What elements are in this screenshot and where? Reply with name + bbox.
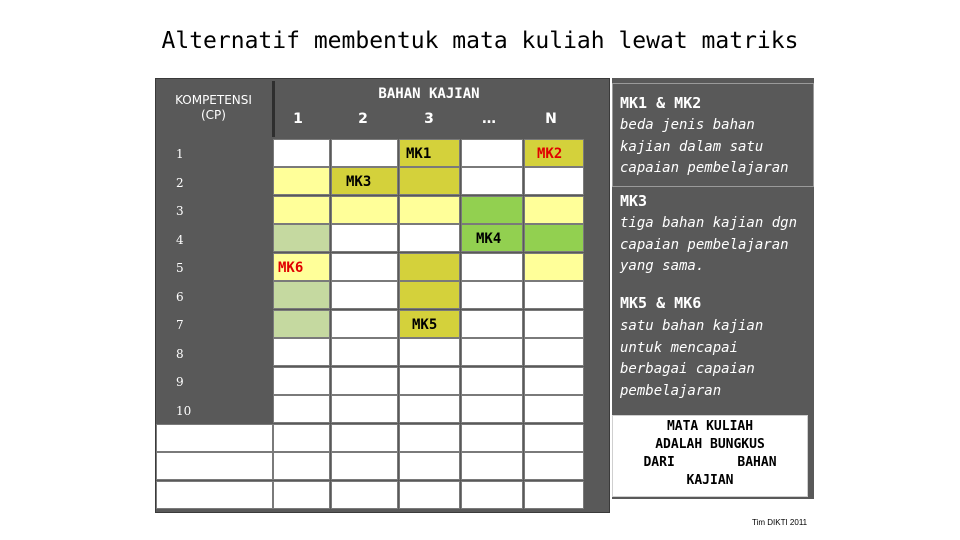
matrix-cell xyxy=(461,281,523,309)
matrix-cell xyxy=(273,481,330,509)
matrix-cell xyxy=(399,452,460,480)
credit-text: Tim DIKTI 2011 xyxy=(752,518,808,527)
row-label-2: 2 xyxy=(176,176,184,190)
mk56-description xyxy=(620,316,810,402)
slide-title: Alternatif membentuk mata kuliah lewat matriks xyxy=(161,28,799,54)
mk3-line: yang sama. xyxy=(620,258,705,274)
matrix-cell xyxy=(399,367,460,395)
mk12-description xyxy=(620,115,810,180)
matrix-cell xyxy=(331,196,398,224)
matrix-cell xyxy=(399,395,460,423)
row-label-1: 1 xyxy=(176,147,184,161)
matrix-cell xyxy=(331,253,398,281)
mk3-description xyxy=(620,213,810,278)
competency-header-line2: (CP) xyxy=(201,108,226,122)
matrix-cell xyxy=(524,196,584,224)
matrix-cell xyxy=(461,139,523,167)
matrix-cell xyxy=(331,281,398,309)
matrix-cell xyxy=(524,253,584,281)
mk3-title: MK3 xyxy=(620,192,648,210)
mk6-label: MK6 xyxy=(278,260,304,276)
bahan-kajian-header: BAHAN KAJIAN xyxy=(378,86,480,102)
matrix-cell xyxy=(399,196,460,224)
matrix-cell xyxy=(273,139,330,167)
row-label-10: 10 xyxy=(176,404,192,418)
matrix-cell xyxy=(524,281,584,309)
mk12-line: beda jenis bahan xyxy=(620,117,755,133)
column-header-n: N xyxy=(545,111,557,127)
competency-header-line1: KOMPETENSI xyxy=(175,93,252,107)
matrix-cell xyxy=(273,395,330,423)
mk56-line: pembelajaran xyxy=(620,382,722,399)
matrix-cell xyxy=(273,281,330,309)
note-line: MATA KULIAH xyxy=(666,419,754,434)
matrix-cell xyxy=(331,452,398,480)
mk12-line: kajian dalam satu xyxy=(620,138,764,155)
matrix-cell xyxy=(156,452,273,480)
mk1-label: MK1 xyxy=(406,146,432,162)
mk3-line: tiga bahan kajian dgn xyxy=(620,215,798,231)
mk56-line: untuk mencapai xyxy=(620,339,739,356)
row-label-8: 8 xyxy=(176,347,184,361)
matrix-cell xyxy=(273,167,330,195)
note-line: KAJIAN xyxy=(686,473,734,488)
matrix-cell xyxy=(156,481,273,509)
mk2-label: MK2 xyxy=(537,146,563,162)
matrix-cell xyxy=(399,424,460,452)
mk12-title: MK1 & MK2 xyxy=(620,94,702,112)
matrix-cell xyxy=(524,310,584,338)
mk3-line: capaian pembelajaran xyxy=(620,236,789,253)
row-label-6: 6 xyxy=(176,290,184,304)
matrix-cell xyxy=(524,424,584,452)
column-header-3: 3 xyxy=(424,111,434,127)
row-label-4: 4 xyxy=(176,233,184,247)
matrix-cell xyxy=(331,310,398,338)
matrix-cell xyxy=(461,452,523,480)
mk56-title: MK5 & MK6 xyxy=(620,294,702,312)
matrix-cell xyxy=(461,167,523,195)
matrix-cell xyxy=(331,224,398,252)
matrix-cell xyxy=(399,224,460,252)
matrix-cell xyxy=(461,395,523,423)
matrix-cell xyxy=(273,452,330,480)
mk5-label: MK5 xyxy=(412,317,438,333)
mk4-label: MK4 xyxy=(476,231,502,247)
matrix-cell xyxy=(461,310,523,338)
matrix-cell xyxy=(273,338,330,366)
matrix-cell xyxy=(524,224,584,252)
matrix-cell xyxy=(273,196,330,224)
matrix-cell xyxy=(524,367,584,395)
row-label-7: 7 xyxy=(176,318,184,332)
matrix-cell xyxy=(399,338,460,366)
matrix-cell xyxy=(273,424,330,452)
matrix-cell xyxy=(461,253,523,281)
row-label-3: 3 xyxy=(176,204,184,218)
matrix-cell xyxy=(273,367,330,395)
matrix-cell xyxy=(399,253,460,281)
column-header-ellipsis: … xyxy=(482,111,496,127)
mk3-label: MK3 xyxy=(346,174,372,190)
matrix-cell xyxy=(331,139,398,167)
matrix-cell xyxy=(399,281,460,309)
matrix-cell xyxy=(331,424,398,452)
matrix-cell xyxy=(273,310,330,338)
matrix-cell xyxy=(524,481,584,509)
competency-header xyxy=(156,79,271,137)
summary-note xyxy=(612,415,808,497)
mk56-line: satu bahan kajian xyxy=(620,318,764,334)
matrix-cell xyxy=(331,481,398,509)
matrix-cell xyxy=(461,424,523,452)
column-header-2: 2 xyxy=(358,111,368,127)
matrix-cell xyxy=(524,395,584,423)
matrix-table xyxy=(155,78,610,513)
note-line: ADALAH BUNGKUS xyxy=(655,437,765,452)
matrix-cell xyxy=(524,452,584,480)
matrix-cell xyxy=(399,481,460,509)
column-header-1: 1 xyxy=(293,111,303,127)
matrix-cell xyxy=(461,367,523,395)
matrix-cell xyxy=(156,424,273,452)
matrix-cell xyxy=(331,338,398,366)
row-label-9: 9 xyxy=(176,375,184,389)
matrix-cell xyxy=(399,167,460,195)
matrix-cell xyxy=(524,338,584,366)
matrix-cell xyxy=(273,224,330,252)
mk56-line: berbagai capaian xyxy=(620,361,755,377)
matrix-cell xyxy=(461,338,523,366)
row-label-5: 5 xyxy=(176,261,184,275)
matrix-cell xyxy=(331,367,398,395)
mk12-line: capaian pembelajaran xyxy=(620,160,789,176)
matrix-cell xyxy=(461,196,523,224)
matrix-cell xyxy=(331,395,398,423)
note-line: DARI BAHAN xyxy=(643,455,777,470)
matrix-cell xyxy=(524,167,584,195)
matrix-cell xyxy=(461,481,523,509)
